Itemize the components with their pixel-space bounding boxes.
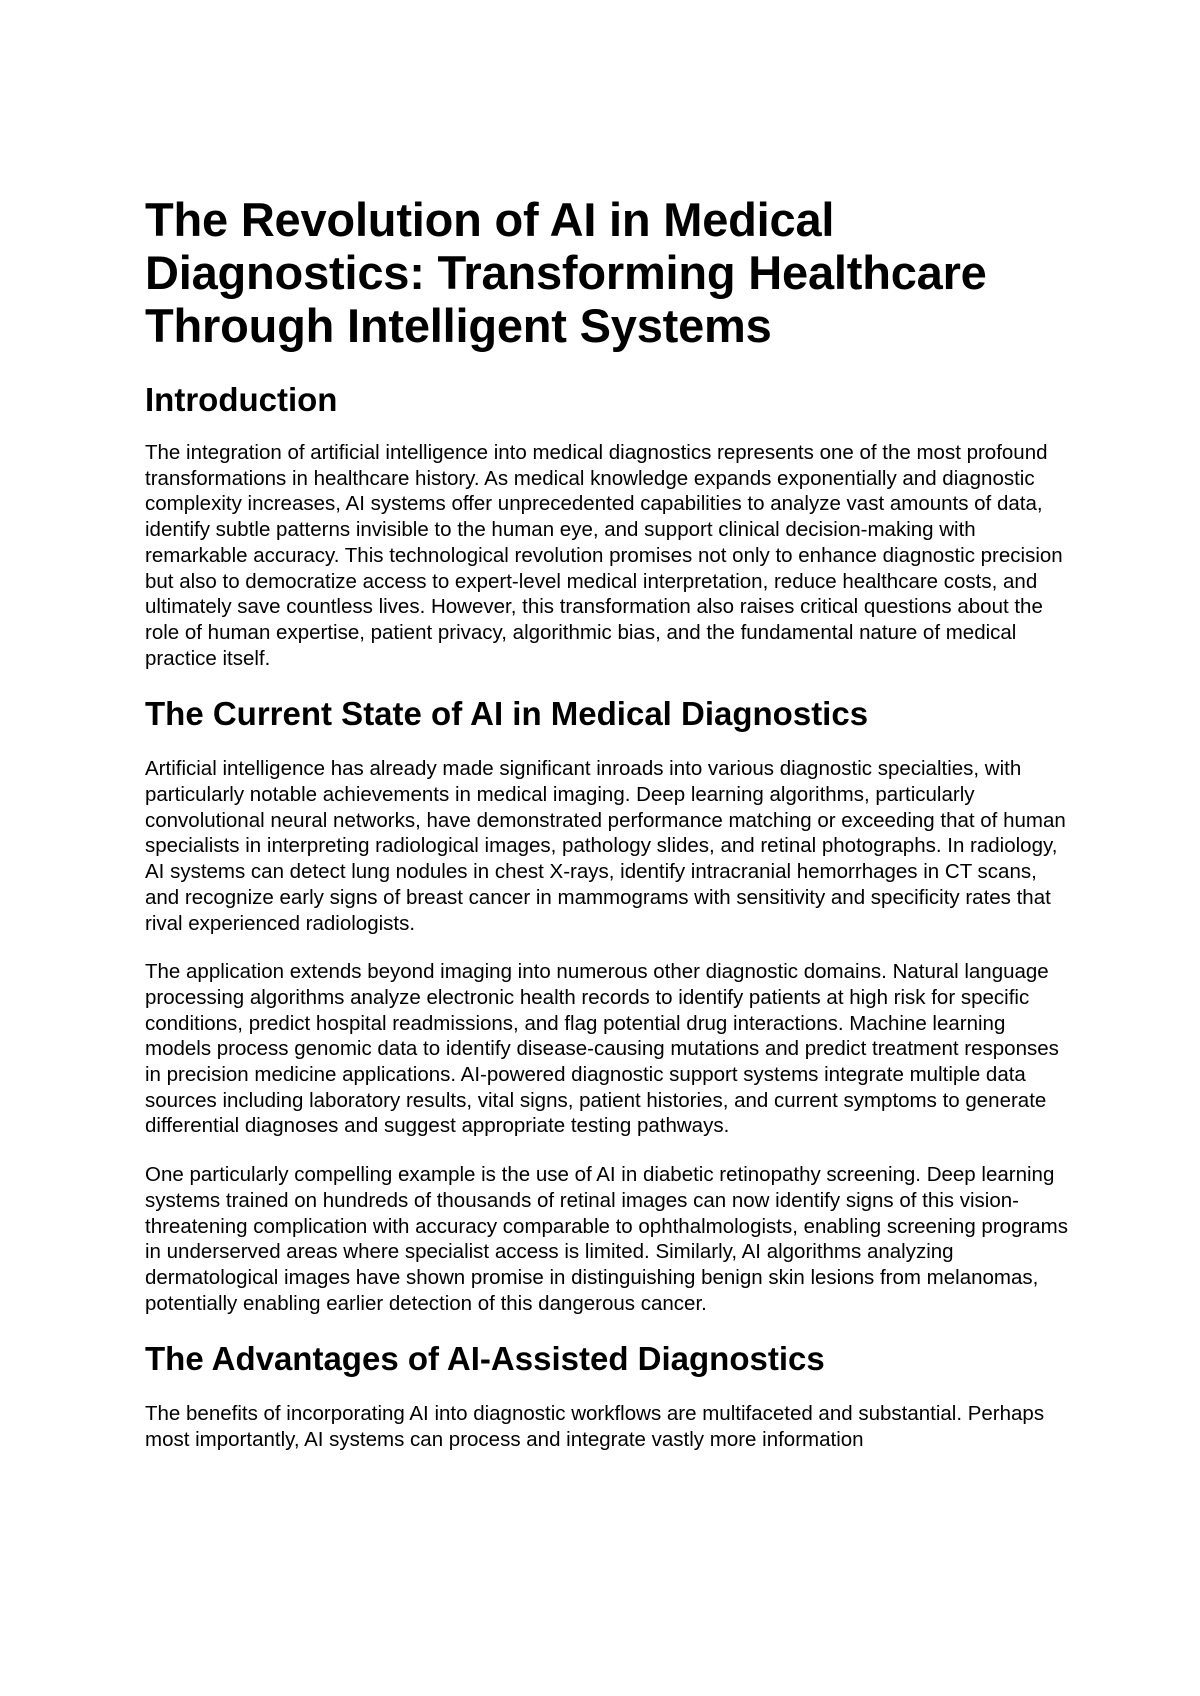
section-heading: Introduction — [145, 381, 338, 418]
paragraph: One particularly compelling example is the use of AI in diabetic retinopathy screening. Deep learning systems trained on hundreds of thousands of retinal images can now identify signs of this vision-threatening complication with accuracy comparable to ophthalmologists, enabling screening programs in underserved areas where specialist access is limited. Similarly, AI algorithms analyzing dermatological images have shown promise in distinguishing benign skin lesions from melanomas, potentially enabling earlier detection of this dangerous cancer. — [145, 1163, 1069, 1315]
section-heading: The Advantages of AI-Assisted Diagnostics — [145, 1340, 825, 1378]
section-heading: The Current State of AI in Medical Diagnostics — [145, 695, 869, 733]
paragraph: The benefits of incorporating AI into diagnostic workflows are multifaceted and substantial. Perhaps most importantly, AI systems can process and integrate vastly more information — [145, 1402, 1045, 1452]
document-page — [145, 193, 1075, 1476]
paragraph: The application extends beyond imaging into numerous other diagnostic domains. Natural language processing algorithms analyze electronic health records to identify patients at high risk for specific conditions, predict hospital readmissions, and flag potential drug interactions. Machine learning models process genomic data to identify disease-causing mutations and predict treatment responses in precision medicine applications. AI-powered diagnostic support systems integrate multiple data sources including laboratory results, vital signs, patient histories, and current symptoms to generate differential diagnoses and suggest appropriate testing pathways. — [145, 960, 1059, 1138]
document-title: The Revolution of AI in Medical Diagnostics: Transforming Healthcare Through Intelligent Systems — [145, 193, 987, 352]
paragraph: Artificial intelligence has already made significant inroads into various diagnostic specialties, with particularly notable achievements in medical imaging. Deep learning algorithms, particularly convolutional neural networks, have demonstrated performance matching or exceeding that of human specialists in interpreting radiological images, pathology slides, and retinal photographs. In radiology, AI systems can detect lung nodules in chest X-rays, identify intracranial hemorrhages in CT scans, and recognize early signs of breast cancer in mammograms with sensitivity and specificity rates that rival experienced radiologists. — [145, 757, 1066, 935]
paragraph: The integration of artificial intelligence into medical diagnostics represents one of the most profound transformations in healthcare history. As medical knowledge expands exponentially and diagnostic complexity increases, AI systems offer unprecedented capabilities to analyze vast amounts of data, identify subtle patterns invisible to the human eye, and support clinical decision-making with remarkable accuracy. This technological revolution promises not only to enhance diagnostic precision but also to democratize access to expert-level medical interpretation, reduce healthcare costs, and ultimately save countless lives. However, this transformation also raises critical questions about the role of human expertise, patient privacy, algorithmic bias, and the fundamental nature of medical practice itself. — [145, 441, 1063, 670]
section-introduction — [145, 380, 1075, 671]
section-current-state — [145, 694, 1075, 1316]
section-advantages — [145, 1339, 1075, 1452]
